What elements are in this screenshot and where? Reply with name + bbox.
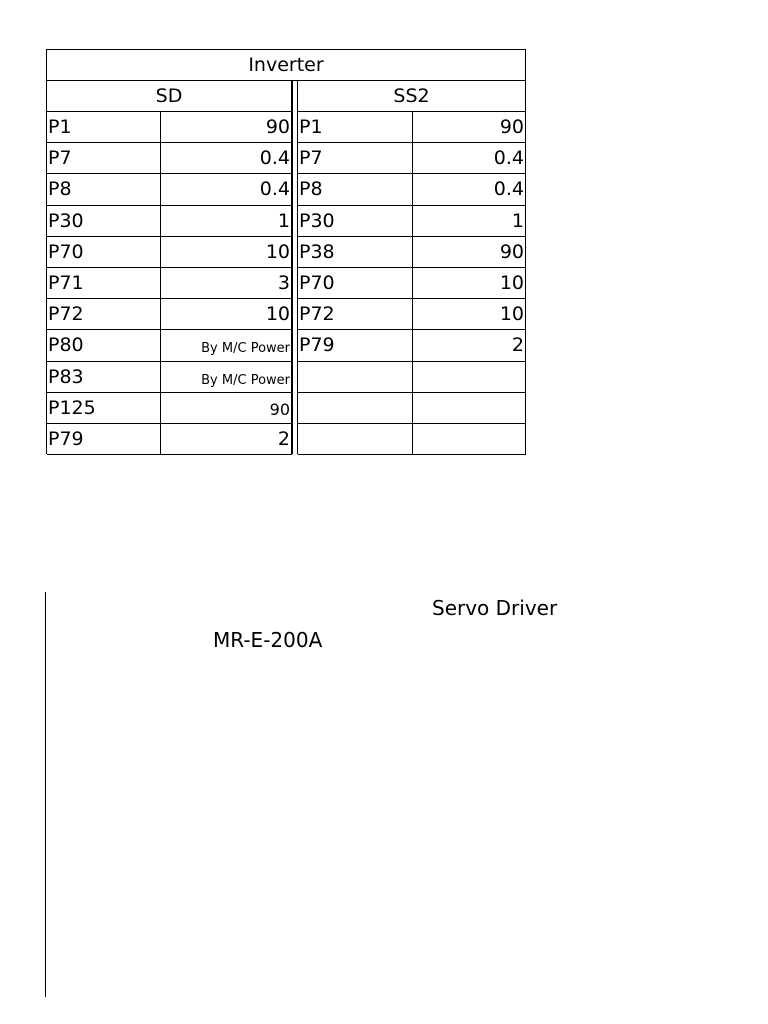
ss2-header: SS2 bbox=[298, 81, 526, 112]
sd-value-cell: 10 bbox=[161, 237, 292, 268]
sd-param-cell: P1 bbox=[47, 112, 161, 143]
sd-header: SD bbox=[47, 81, 292, 112]
sd-value-cell: 1 bbox=[161, 206, 292, 237]
sd-param-cell: P72 bbox=[47, 299, 161, 330]
sd-value-cell: 90 bbox=[161, 393, 292, 424]
ss2-value-cell: 0.4 bbox=[413, 143, 526, 174]
sd-value-cell: 0.4 bbox=[161, 143, 292, 174]
ss2-value-cell: 90 bbox=[413, 112, 526, 143]
inverter-table bbox=[46, 49, 526, 454]
sd-param-cell: P8 bbox=[47, 174, 161, 205]
sd-param-cell: P80 bbox=[47, 330, 161, 361]
ss2-param-cell: P8 bbox=[298, 174, 413, 205]
sd-param-cell: P83 bbox=[47, 362, 161, 393]
inverter-title: Inverter bbox=[47, 50, 526, 81]
ss2-param-cell: P70 bbox=[298, 268, 413, 299]
sd-value-cell: 10 bbox=[161, 299, 292, 330]
ss2-param-cell: P1 bbox=[298, 112, 413, 143]
ss2-param-cell: P30 bbox=[298, 206, 413, 237]
ss2-value-cell: 1 bbox=[413, 206, 526, 237]
ss2-value-cell: 90 bbox=[413, 237, 526, 268]
ss2-value-cell bbox=[413, 362, 526, 393]
sd-value-cell: 2 bbox=[161, 424, 292, 455]
servo-border-line bbox=[45, 592, 46, 997]
ss2-param-cell: P72 bbox=[298, 299, 413, 330]
servo-driver-title: Servo Driver bbox=[432, 596, 558, 620]
sd-value-cell: 0.4 bbox=[161, 174, 292, 205]
ss2-value-cell bbox=[413, 393, 526, 424]
sd-param-cell: P125 bbox=[47, 393, 161, 424]
sd-value-cell: By M/C Power bbox=[161, 362, 292, 393]
ss2-value-cell: 10 bbox=[413, 268, 526, 299]
sd-value-cell: 90 bbox=[161, 112, 292, 143]
ss2-param-cell: P79 bbox=[298, 330, 413, 361]
ss2-param-cell: P38 bbox=[298, 237, 413, 268]
sd-param-cell: P30 bbox=[47, 206, 161, 237]
ss2-value-cell: 2 bbox=[413, 330, 526, 361]
ss2-value-cell: 0.4 bbox=[413, 174, 526, 205]
sd-value-cell: 3 bbox=[161, 268, 292, 299]
servo-driver-model: MR-E-200A bbox=[213, 628, 323, 652]
sd-param-cell: P71 bbox=[47, 268, 161, 299]
sd-value-cell: By M/C Power bbox=[161, 330, 292, 361]
ss2-param-cell bbox=[298, 393, 413, 424]
ss2-value-cell: 10 bbox=[413, 299, 526, 330]
ss2-param-cell bbox=[298, 362, 413, 393]
sd-param-cell: P7 bbox=[47, 143, 161, 174]
ss2-param-cell bbox=[298, 424, 413, 455]
sd-param-cell: P70 bbox=[47, 237, 161, 268]
sd-param-cell: P79 bbox=[47, 424, 161, 455]
ss2-value-cell bbox=[413, 424, 526, 455]
ss2-param-cell: P7 bbox=[298, 143, 413, 174]
